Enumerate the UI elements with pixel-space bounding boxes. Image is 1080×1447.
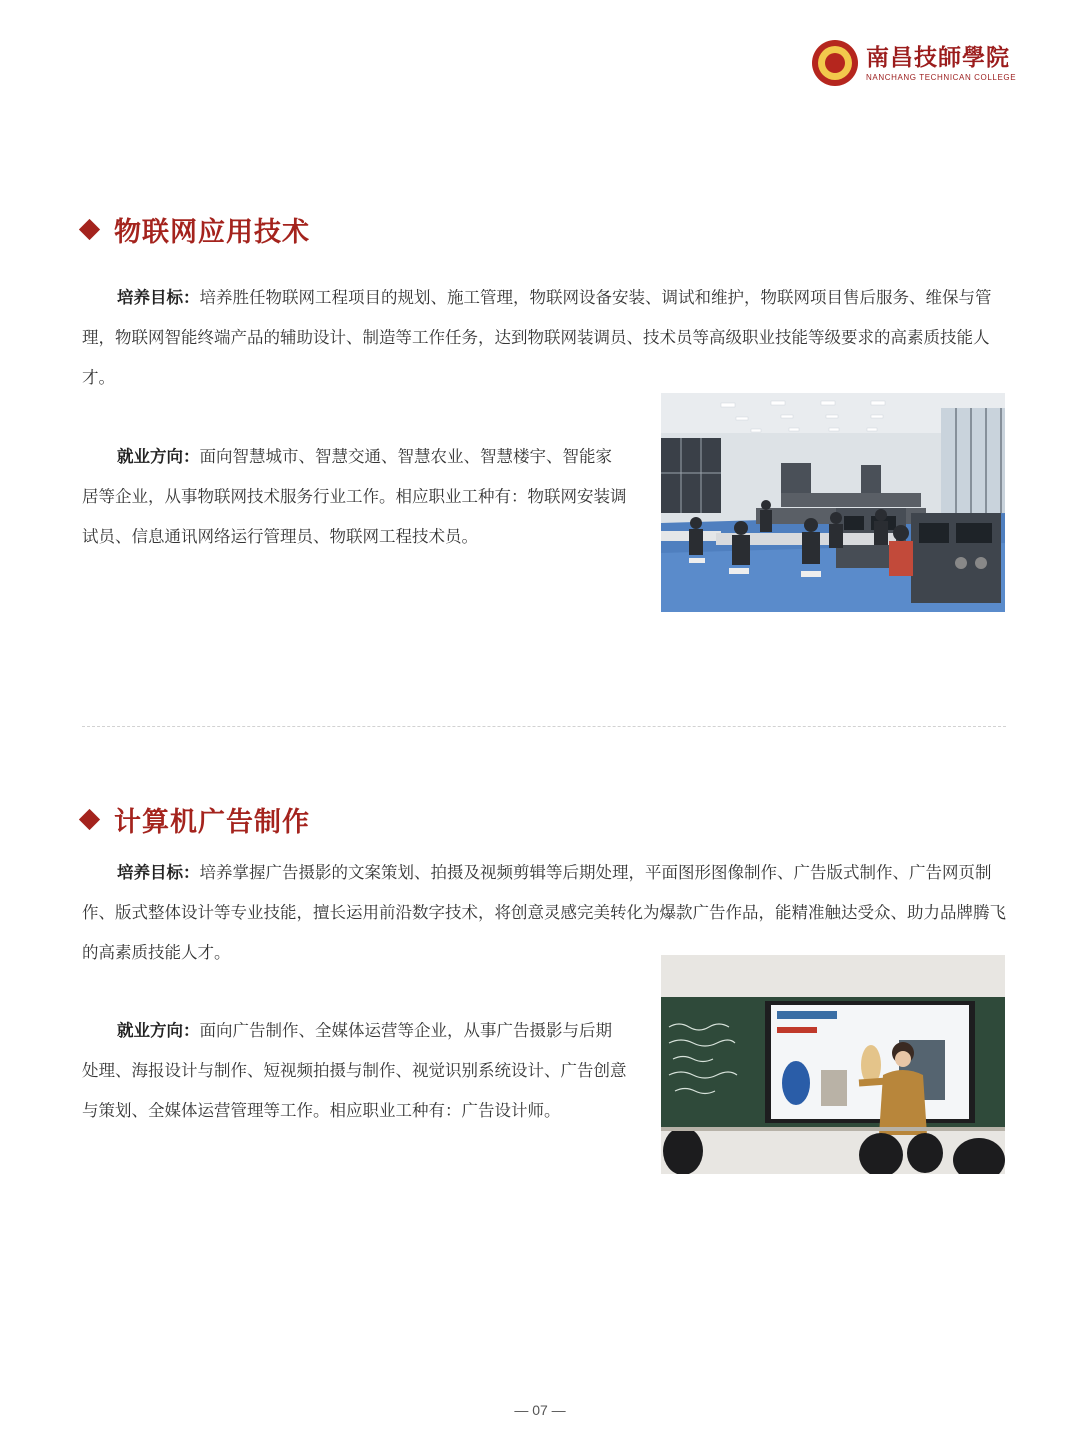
training-goal-text: 培养掌握广告摄影的文案策划、拍摄及视频剪辑等后期处理，平面图形图像制作、广告版式制作、广告网页制作、版式整体设计等专业技能，擅长运用前沿数字技术，将创意灵感完美转化为爆款广告作品，能精准触达受众、助力品牌腾飞的高素质技能人才。 (82, 863, 1006, 962)
career-direction-text: 面向广告制作、全媒体运营等企业，从事广告摄影与后期处理、海报设计与制作、短视频拍摄与制作、视觉识别系统设计、广告创意与策划、全媒体运营管理等工作。相应职业工种有：广告设计师。 (82, 1021, 627, 1120)
career-direction-label: 就业方向： (117, 447, 200, 466)
training-goal-label: 培养目标： (117, 288, 200, 307)
career-direction-text: 面向智慧城市、智慧交通、智慧农业、智慧楼宇、智能家居等企业，从事物联网技术服务行业工作。相应职业工种有：物联网安装调试员、信息通讯网络运行管理员、物联网工程技术员。 (82, 447, 627, 546)
section-title-text: 计算机广告制作 (114, 807, 310, 838)
iot-lab-photo (661, 393, 1005, 612)
section-title-advertising (82, 800, 310, 839)
college-name-cn: 南昌技師學院 (866, 44, 1010, 71)
section-title-iot (82, 210, 310, 249)
section-title-text: 物联网应用技术 (114, 217, 310, 248)
training-goal-label: 培养目标： (117, 863, 200, 882)
training-goal-paragraph (82, 278, 1006, 398)
advertising-class-photo (661, 955, 1005, 1174)
diamond-bullet-icon (79, 219, 100, 240)
page-number: — 07 — (514, 1402, 566, 1418)
career-direction-paragraph (82, 1011, 627, 1131)
section-divider (82, 726, 1006, 727)
training-goal-text: 培养胜任物联网工程项目的规划、施工管理，物联网设备安装、调试和维护，物联网项目售后服务、维保与管理，物联网智能终端产品的辅助设计、制造等工作任务，达到物联网装调员、技术员等高级职业技能等级要求的高素质技能人才。 (82, 288, 992, 387)
diamond-bullet-icon (79, 809, 100, 830)
career-direction-paragraph (82, 437, 627, 557)
college-logo (812, 40, 1016, 86)
college-seal-icon (812, 40, 858, 86)
career-direction-label: 就业方向： (117, 1021, 200, 1040)
college-name-en: NANCHANG TECHNICAN COLLEGE (866, 73, 1017, 82)
